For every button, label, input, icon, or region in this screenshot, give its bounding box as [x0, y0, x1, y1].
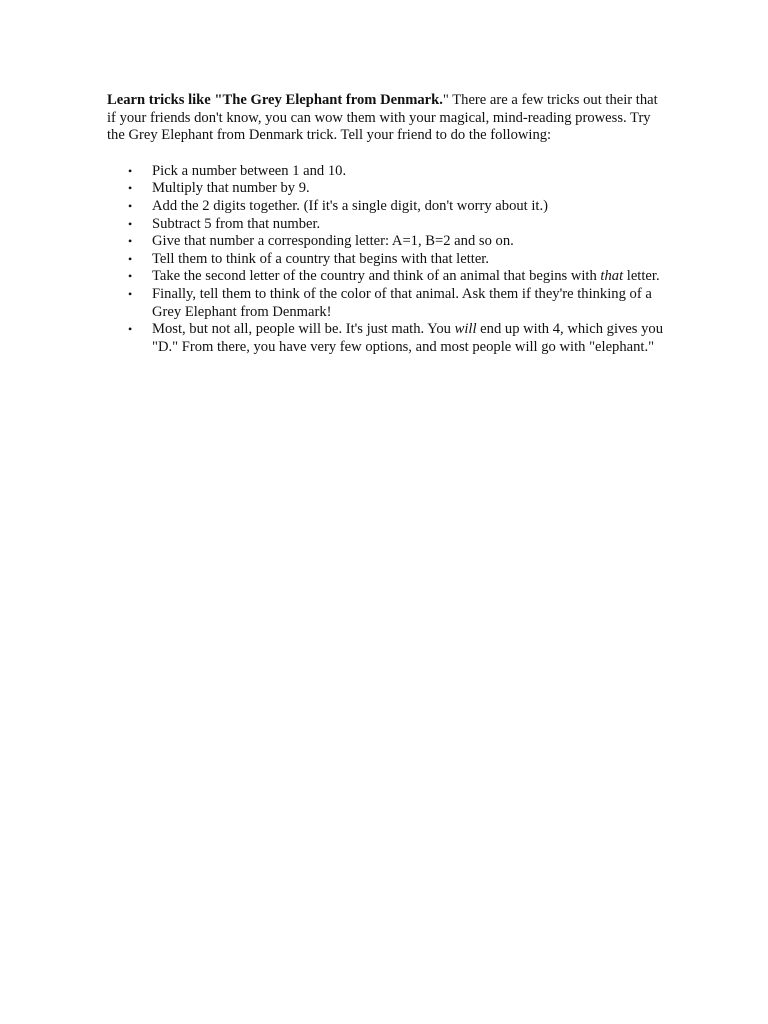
list-item: • Tell them to think of a country that begins with that letter. — [128, 250, 489, 267]
intro-paragraph — [107, 92, 667, 145]
bullet-icon: • — [128, 286, 133, 301]
list-item: • Most, but not all, people will be. It's just math. You will end up with 4, which gives you "D." From there, you have very few options, and most people will go with "elephant." — [128, 321, 663, 355]
list-item: • Pick a number between 1 and 10. — [128, 162, 347, 179]
bullet-icon: • — [128, 234, 133, 249]
list-item: • Finally, tell them to think of the color of that animal. Ask them if they're thinking of a Grey Elephant from Denmark! — [128, 285, 652, 320]
list-item: • Give that number a corresponding letter: A=1, B=2 and so on. — [128, 233, 514, 250]
intro-text: " There are a few tricks out their that if your friends don't know, you can wow them with your magical, mind-reading prowess. Try the Grey Elephant from Denmark trick. Tell your friend to do the following: — [107, 92, 658, 144]
steps-list — [107, 163, 667, 357]
bullet-icon: • — [128, 269, 133, 284]
bullet-icon: • — [128, 251, 133, 266]
list-item: • Take the second letter of the country and think of an animal that begins with that letter. — [128, 268, 660, 285]
bullet-icon: • — [128, 163, 133, 178]
list-item: • Add the 2 digits together. (If it's a single digit, don't worry about it.) — [128, 197, 548, 214]
bullet-icon: • — [128, 198, 133, 213]
list-item: • Multiply that number by 9. — [128, 180, 310, 197]
intro-heading: Learn tricks like "The Grey Elephant from Denmark. — [107, 92, 443, 108]
list-item: • Subtract 5 from that number. — [128, 215, 321, 232]
bullet-icon: • — [128, 216, 133, 231]
bullet-icon: • — [128, 181, 133, 196]
bullet-icon: • — [128, 322, 133, 337]
document-page — [107, 92, 667, 356]
